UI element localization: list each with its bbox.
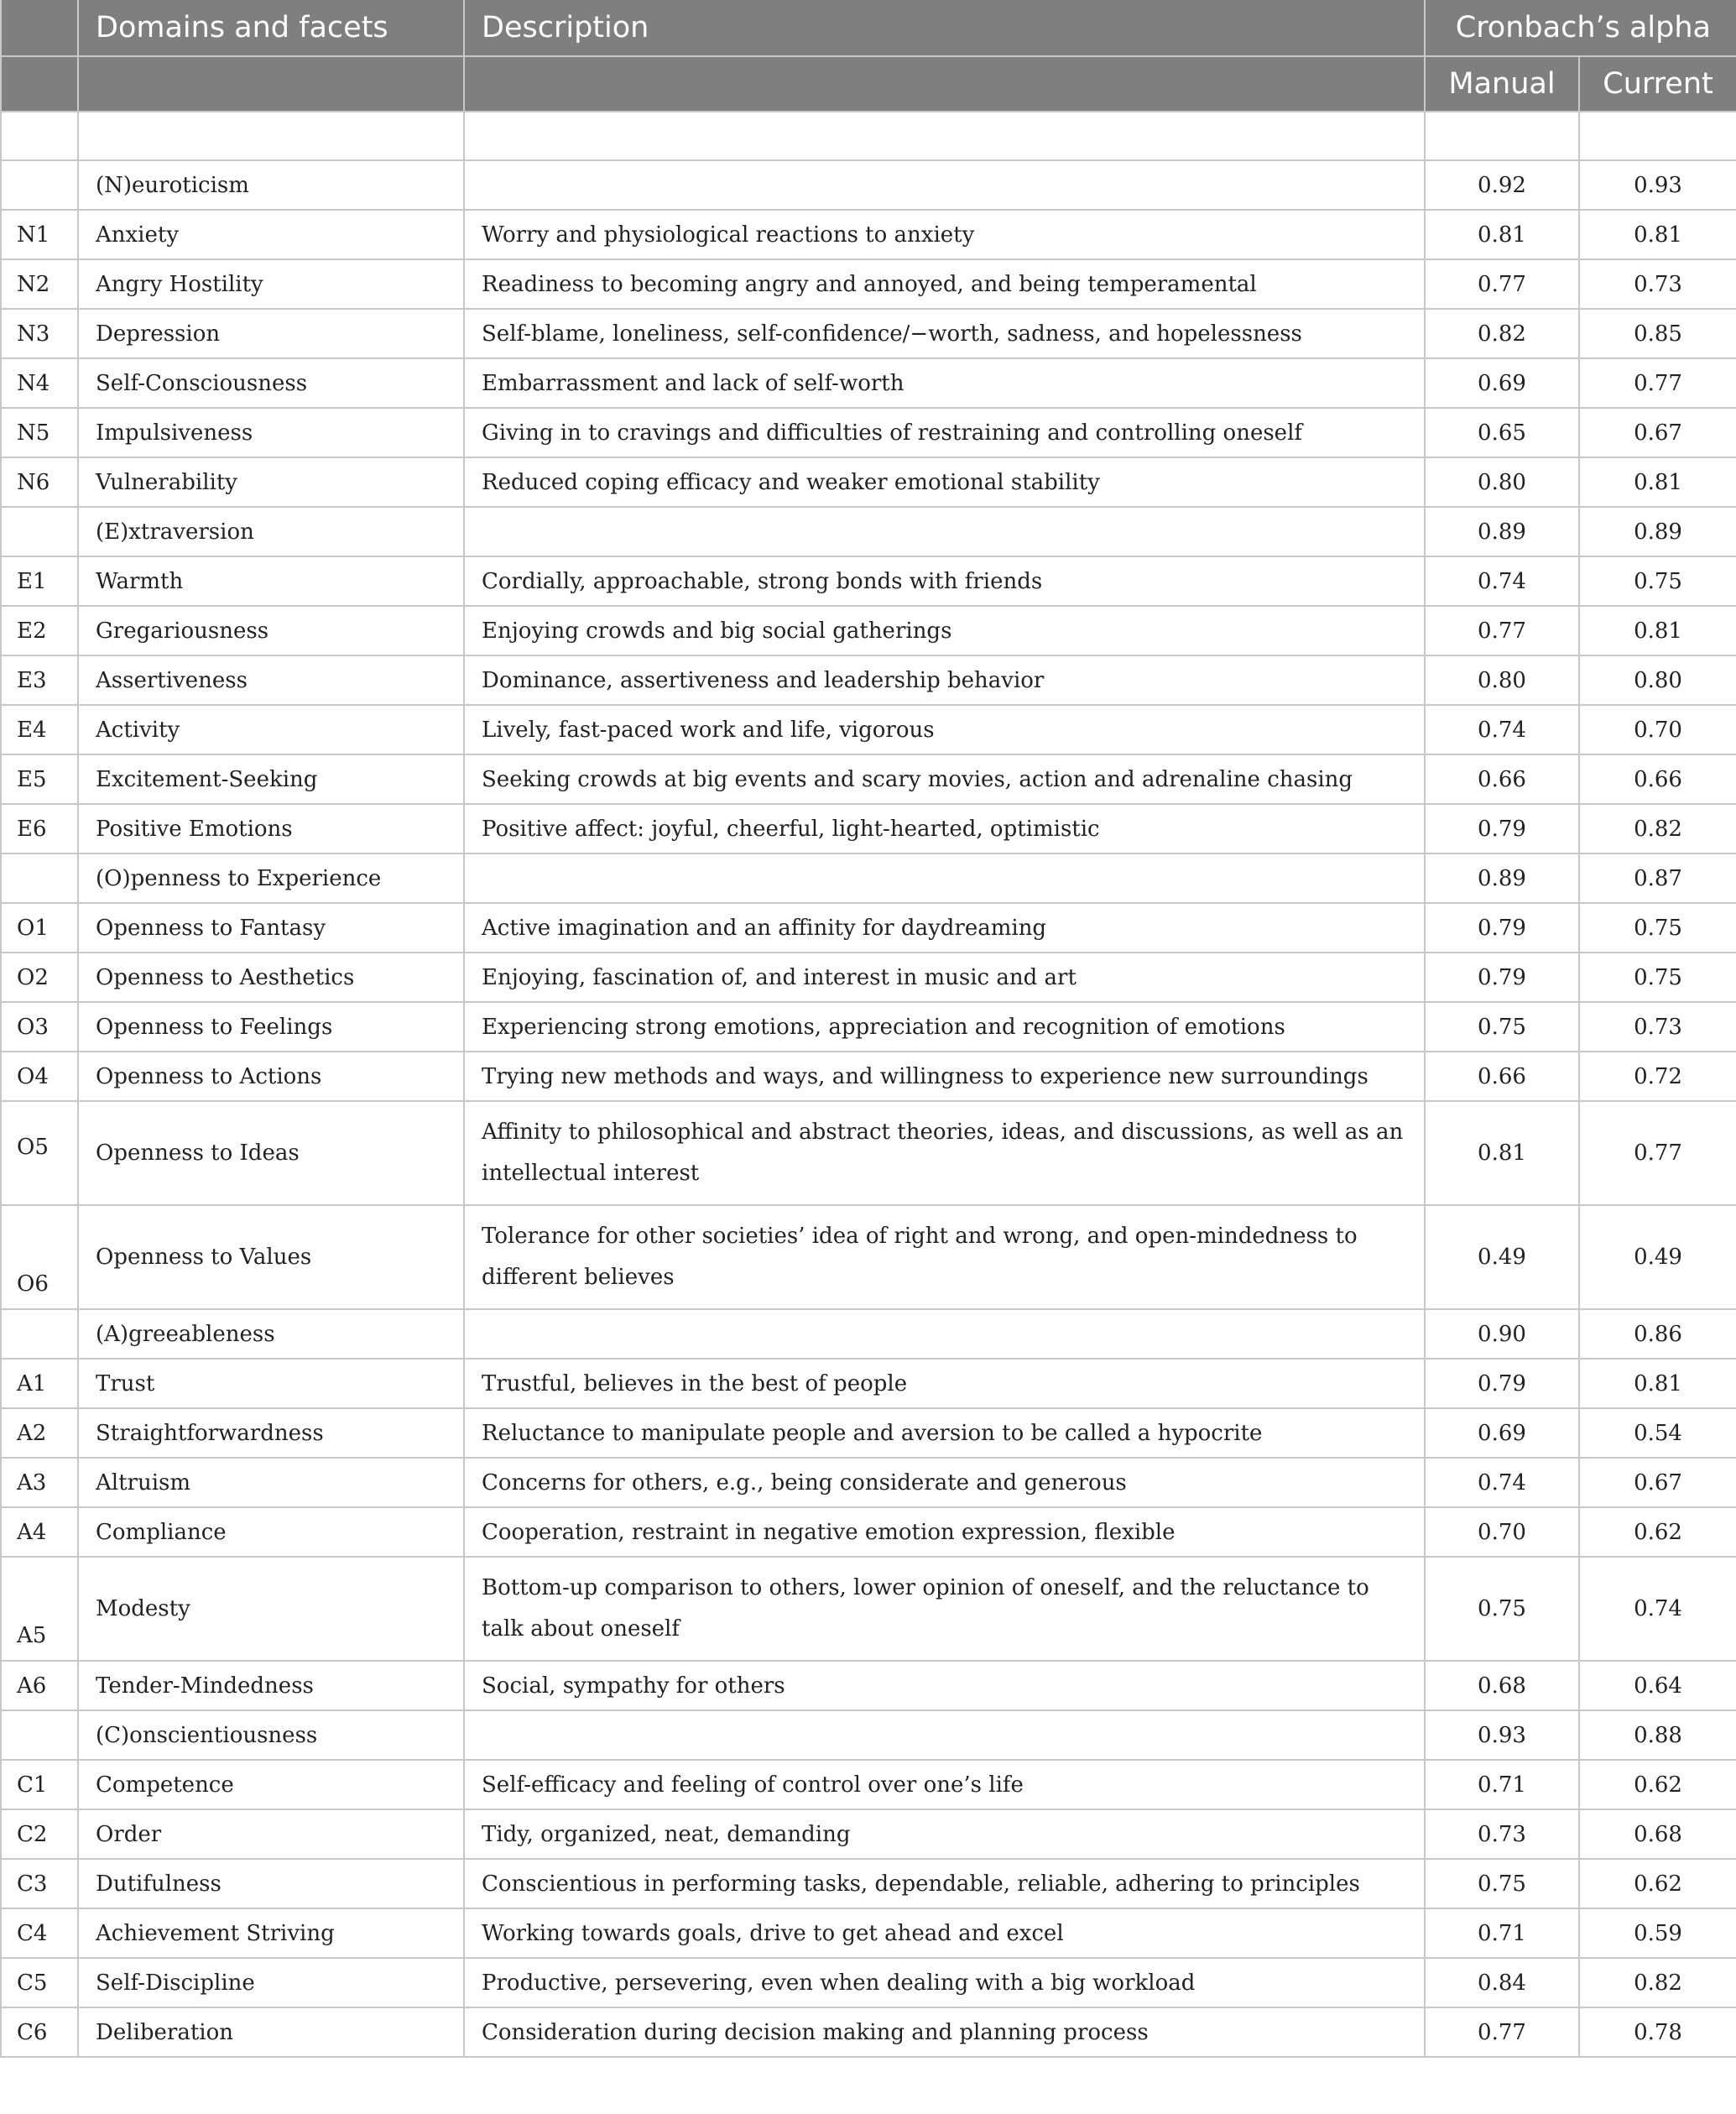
- facet-name: Assertiveness: [78, 655, 464, 705]
- facet-description: Experiencing strong emotions, appreciation and recognition of emotions: [464, 1002, 1425, 1052]
- alpha-manual: 0.75: [1425, 1859, 1579, 1908]
- facet-name: Competence: [78, 1760, 464, 1809]
- alpha-current: 0.89: [1579, 507, 1736, 556]
- facet-code: N6: [1, 457, 78, 507]
- facet-name: (O)penness to Experience: [78, 853, 464, 903]
- facet-name: Warmth: [78, 556, 464, 606]
- facet-description: Trying new methods and ways, and willingness to experience new surroundings: [464, 1052, 1425, 1101]
- facet-name: Angry Hostility: [78, 259, 464, 309]
- facet-code: O6: [1, 1205, 78, 1309]
- table-body: [1, 112, 1736, 2057]
- facet-code: N1: [1, 210, 78, 259]
- facet-code: A5: [1, 1557, 78, 1661]
- alpha-current: [1579, 112, 1736, 160]
- alpha-manual: 0.79: [1425, 804, 1579, 853]
- alpha-manual: 0.66: [1425, 1052, 1579, 1101]
- table-row: [1, 457, 1736, 507]
- facet-name: Impulsiveness: [78, 408, 464, 457]
- alpha-current: 0.73: [1579, 259, 1736, 309]
- facet-name: Achievement Striving: [78, 1908, 464, 1958]
- table-row: [1, 655, 1736, 705]
- table-row: [1, 606, 1736, 655]
- facet-code: C6: [1, 2007, 78, 2057]
- facet-name: Tender-Mindedness: [78, 1661, 464, 1710]
- facet-description: [464, 160, 1425, 210]
- facet-code: A1: [1, 1359, 78, 1408]
- facet-description: [464, 853, 1425, 903]
- facet-description: Bottom-up comparison to others, lower opinion of oneself, and the reluctance to talk about oneself: [464, 1557, 1425, 1661]
- alpha-current: 0.82: [1579, 1958, 1736, 2007]
- alpha-manual: 0.69: [1425, 1408, 1579, 1458]
- facet-name: Straightforwardness: [78, 1408, 464, 1458]
- facet-code: N4: [1, 358, 78, 408]
- alpha-current: 0.85: [1579, 309, 1736, 358]
- table-row: [1, 1557, 1736, 1661]
- alpha-current: 0.66: [1579, 754, 1736, 804]
- alpha-manual: 0.49: [1425, 1205, 1579, 1309]
- facet-description: Working towards goals, drive to get ahead and excel: [464, 1908, 1425, 1958]
- table-row: [1, 953, 1736, 1002]
- facet-description: Positive affect: joyful, cheerful, light-hearted, optimistic: [464, 804, 1425, 853]
- facet-code: O4: [1, 1052, 78, 1101]
- facet-name: Altruism: [78, 1458, 464, 1507]
- facet-code: C2: [1, 1809, 78, 1859]
- table-row: [1, 1760, 1736, 1809]
- facet-name: Openness to Actions: [78, 1052, 464, 1101]
- facet-code: C5: [1, 1958, 78, 2007]
- header-description: Description: [464, 0, 1425, 56]
- alpha-current: 0.68: [1579, 1809, 1736, 1859]
- facet-description: Cordially, approachable, strong bonds with friends: [464, 556, 1425, 606]
- alpha-current: 0.81: [1579, 1359, 1736, 1408]
- table-row: [1, 1859, 1736, 1908]
- facet-code: C1: [1, 1760, 78, 1809]
- facet-name: Vulnerability: [78, 457, 464, 507]
- header-domains-2: [78, 56, 464, 112]
- facet-code: N5: [1, 408, 78, 457]
- facet-name: Openness to Fantasy: [78, 903, 464, 953]
- table-row: [1, 1359, 1736, 1408]
- facet-description: Readiness to becoming angry and annoyed, and being temperamental: [464, 259, 1425, 309]
- alpha-manual: 0.74: [1425, 556, 1579, 606]
- table-row: [1, 1661, 1736, 1710]
- alpha-current: 0.77: [1579, 358, 1736, 408]
- table-row: [1, 804, 1736, 853]
- alpha-manual: 0.70: [1425, 1507, 1579, 1557]
- alpha-current: 0.77: [1579, 1101, 1736, 1205]
- table-row: [1, 705, 1736, 754]
- alpha-manual: 0.66: [1425, 754, 1579, 804]
- alpha-manual: 0.92: [1425, 160, 1579, 210]
- table-row: [1, 1205, 1736, 1309]
- table-row: [1, 1002, 1736, 1052]
- facet-name: Positive Emotions: [78, 804, 464, 853]
- alpha-current: 0.75: [1579, 556, 1736, 606]
- facet-code: A3: [1, 1458, 78, 1507]
- alpha-manual: 0.81: [1425, 1101, 1579, 1205]
- facet-description: Conscientious in performing tasks, dependable, reliable, adhering to principles: [464, 1859, 1425, 1908]
- facet-code: O3: [1, 1002, 78, 1052]
- facet-name: Openness to Feelings: [78, 1002, 464, 1052]
- alpha-manual: 0.84: [1425, 1958, 1579, 2007]
- table-row: [1, 1809, 1736, 1859]
- facet-name: Compliance: [78, 1507, 464, 1557]
- table-row: [1, 112, 1736, 160]
- alpha-current: 0.93: [1579, 160, 1736, 210]
- facet-name: Order: [78, 1809, 464, 1859]
- facet-name: (N)euroticism: [78, 160, 464, 210]
- alpha-manual: 0.74: [1425, 705, 1579, 754]
- table-row: [1, 259, 1736, 309]
- facet-description: Social, sympathy for others: [464, 1661, 1425, 1710]
- alpha-manual: 0.73: [1425, 1809, 1579, 1859]
- table-row: [1, 556, 1736, 606]
- facet-description: Reduced coping efficacy and weaker emotional stability: [464, 457, 1425, 507]
- facet-description: Consideration during decision making and planning process: [464, 2007, 1425, 2057]
- facet-description: Dominance, assertiveness and leadership behavior: [464, 655, 1425, 705]
- facet-code: O2: [1, 953, 78, 1002]
- alpha-manual: 0.89: [1425, 853, 1579, 903]
- facet-code: O5: [1, 1101, 78, 1205]
- facet-description: Seeking crowds at big events and scary movies, action and adrenaline chasing: [464, 754, 1425, 804]
- alpha-manual: 0.77: [1425, 606, 1579, 655]
- facet-name: Deliberation: [78, 2007, 464, 2057]
- alpha-current: 0.88: [1579, 1710, 1736, 1760]
- facet-code: [1, 1710, 78, 1760]
- alpha-current: 0.62: [1579, 1507, 1736, 1557]
- facet-name: Dutifulness: [78, 1859, 464, 1908]
- alpha-manual: 0.65: [1425, 408, 1579, 457]
- facet-code: [1, 853, 78, 903]
- alpha-current: 0.59: [1579, 1908, 1736, 1958]
- facet-name: Openness to Values: [78, 1205, 464, 1309]
- alpha-current: 0.73: [1579, 1002, 1736, 1052]
- alpha-current: 0.78: [1579, 2007, 1736, 2057]
- facet-name: Activity: [78, 705, 464, 754]
- facet-description: Affinity to philosophical and abstract theories, ideas, and discussions, as well as an intellectual interest: [464, 1101, 1425, 1205]
- table-row: [1, 1408, 1736, 1458]
- alpha-current: 0.62: [1579, 1859, 1736, 1908]
- facet-description: Lively, fast-paced work and life, vigorous: [464, 705, 1425, 754]
- alpha-manual: 0.93: [1425, 1710, 1579, 1760]
- table-row: [1, 1507, 1736, 1557]
- alpha-manual: 0.71: [1425, 1908, 1579, 1958]
- alpha-manual: 0.90: [1425, 1309, 1579, 1359]
- facet-description: Tolerance for other societies’ idea of right and wrong, and open-mindedness to different believes: [464, 1205, 1425, 1309]
- alpha-current: 0.64: [1579, 1661, 1736, 1710]
- header-description-2: [464, 56, 1425, 112]
- table-row: [1, 160, 1736, 210]
- facet-name: Openness to Ideas: [78, 1101, 464, 1205]
- alpha-manual: 0.79: [1425, 953, 1579, 1002]
- facet-code: E2: [1, 606, 78, 655]
- facet-description: Worry and physiological reactions to anxiety: [464, 210, 1425, 259]
- facet-code: E6: [1, 804, 78, 853]
- table-row: [1, 358, 1736, 408]
- facet-name: Self-Discipline: [78, 1958, 464, 2007]
- header-code-cell: [1, 0, 78, 56]
- alpha-current: 0.87: [1579, 853, 1736, 903]
- facet-description: Enjoying crowds and big social gatherings: [464, 606, 1425, 655]
- header-current: Current: [1579, 56, 1736, 112]
- alpha-current: 0.67: [1579, 408, 1736, 457]
- alpha-manual: [1425, 112, 1579, 160]
- alpha-current: 0.54: [1579, 1408, 1736, 1458]
- alpha-current: 0.74: [1579, 1557, 1736, 1661]
- facet-code: [1, 507, 78, 556]
- alpha-manual: 0.69: [1425, 358, 1579, 408]
- alpha-current: 0.80: [1579, 655, 1736, 705]
- table-row: [1, 1101, 1736, 1205]
- facet-name: Depression: [78, 309, 464, 358]
- facet-name: (A)greeableness: [78, 1309, 464, 1359]
- table-row: [1, 408, 1736, 457]
- table-row: [1, 1309, 1736, 1359]
- facet-name: (C)onscientiousness: [78, 1710, 464, 1760]
- table-row: [1, 507, 1736, 556]
- table-row: [1, 754, 1736, 804]
- facet-code: E4: [1, 705, 78, 754]
- alpha-manual: 0.80: [1425, 655, 1579, 705]
- facet-code: E1: [1, 556, 78, 606]
- alpha-manual: 0.80: [1425, 457, 1579, 507]
- facet-description: Giving in to cravings and difficulties of restraining and controlling oneself: [464, 408, 1425, 457]
- facet-description: [464, 507, 1425, 556]
- alpha-manual: 0.71: [1425, 1760, 1579, 1809]
- alpha-manual: 0.74: [1425, 1458, 1579, 1507]
- facet-name: [78, 112, 464, 160]
- alpha-current: 0.75: [1579, 903, 1736, 953]
- facet-description: Self-blame, loneliness, self-confidence/−worth, sadness, and hopelessness: [464, 309, 1425, 358]
- facet-code: [1, 112, 78, 160]
- facet-name: Modesty: [78, 1557, 464, 1661]
- alpha-current: 0.70: [1579, 705, 1736, 754]
- header-manual: Manual: [1425, 56, 1579, 112]
- alpha-current: 0.81: [1579, 606, 1736, 655]
- facet-code: [1, 160, 78, 210]
- facet-code: C4: [1, 1908, 78, 1958]
- facet-description: Active imagination and an affinity for daydreaming: [464, 903, 1425, 953]
- alpha-manual: 0.77: [1425, 2007, 1579, 2057]
- facet-description: [464, 1710, 1425, 1760]
- alpha-manual: 0.89: [1425, 507, 1579, 556]
- alpha-manual: 0.68: [1425, 1661, 1579, 1710]
- table-row: [1, 1458, 1736, 1507]
- facet-name: Excitement-Seeking: [78, 754, 464, 804]
- table-row: [1, 853, 1736, 903]
- facet-name: (E)xtraversion: [78, 507, 464, 556]
- facet-description: Enjoying, fascination of, and interest in music and art: [464, 953, 1425, 1002]
- table-row: [1, 309, 1736, 358]
- table-header: [1, 0, 1736, 112]
- facet-code: E5: [1, 754, 78, 804]
- facet-code: C3: [1, 1859, 78, 1908]
- header-code-cell-2: [1, 56, 78, 112]
- alpha-current: 0.81: [1579, 457, 1736, 507]
- facet-code: [1, 1309, 78, 1359]
- alpha-manual: 0.75: [1425, 1002, 1579, 1052]
- alpha-current: 0.62: [1579, 1760, 1736, 1809]
- facet-description: Tidy, organized, neat, demanding: [464, 1809, 1425, 1859]
- facet-description: Productive, persevering, even when dealing with a big workload: [464, 1958, 1425, 2007]
- facet-name: Anxiety: [78, 210, 464, 259]
- table-row: [1, 1958, 1736, 2007]
- table-row: [1, 1908, 1736, 1958]
- facet-code: E3: [1, 655, 78, 705]
- facet-code: N3: [1, 309, 78, 358]
- table-row: [1, 1710, 1736, 1760]
- alpha-manual: 0.77: [1425, 259, 1579, 309]
- facet-description: Concerns for others, e.g., being considerate and generous: [464, 1458, 1425, 1507]
- facet-description: [464, 1309, 1425, 1359]
- table-row: [1, 2007, 1736, 2057]
- facet-name: Self-Consciousness: [78, 358, 464, 408]
- alpha-manual: 0.81: [1425, 210, 1579, 259]
- facet-name: Gregariousness: [78, 606, 464, 655]
- facet-code: O1: [1, 903, 78, 953]
- alpha-current: 0.86: [1579, 1309, 1736, 1359]
- alpha-manual: 0.75: [1425, 1557, 1579, 1661]
- facet-description: [464, 112, 1425, 160]
- header-cronbach-alpha: Cronbach’s alpha: [1425, 0, 1736, 56]
- alpha-manual: 0.79: [1425, 1359, 1579, 1408]
- table-row: [1, 210, 1736, 259]
- alpha-current: 0.72: [1579, 1052, 1736, 1101]
- facet-code: A4: [1, 1507, 78, 1557]
- facet-code: N2: [1, 259, 78, 309]
- facet-description: Embarrassment and lack of self-worth: [464, 358, 1425, 408]
- alpha-current: 0.75: [1579, 953, 1736, 1002]
- alpha-current: 0.81: [1579, 210, 1736, 259]
- alpha-current: 0.49: [1579, 1205, 1736, 1309]
- facet-code: A6: [1, 1661, 78, 1710]
- header-domains: Domains and facets: [78, 0, 464, 56]
- facet-description: Reluctance to manipulate people and aversion to be called a hypocrite: [464, 1408, 1425, 1458]
- alpha-manual: 0.79: [1425, 903, 1579, 953]
- facet-name: Trust: [78, 1359, 464, 1408]
- facet-code: A2: [1, 1408, 78, 1458]
- facet-name: Openness to Aesthetics: [78, 953, 464, 1002]
- table-row: [1, 903, 1736, 953]
- facet-description: Trustful, believes in the best of people: [464, 1359, 1425, 1408]
- alpha-manual: 0.82: [1425, 309, 1579, 358]
- alpha-current: 0.82: [1579, 804, 1736, 853]
- alpha-current: 0.67: [1579, 1458, 1736, 1507]
- facet-description: Cooperation, restraint in negative emotion expression, flexible: [464, 1507, 1425, 1557]
- table-row: [1, 1052, 1736, 1101]
- facet-description: Self-efficacy and feeling of control over one’s life: [464, 1760, 1425, 1809]
